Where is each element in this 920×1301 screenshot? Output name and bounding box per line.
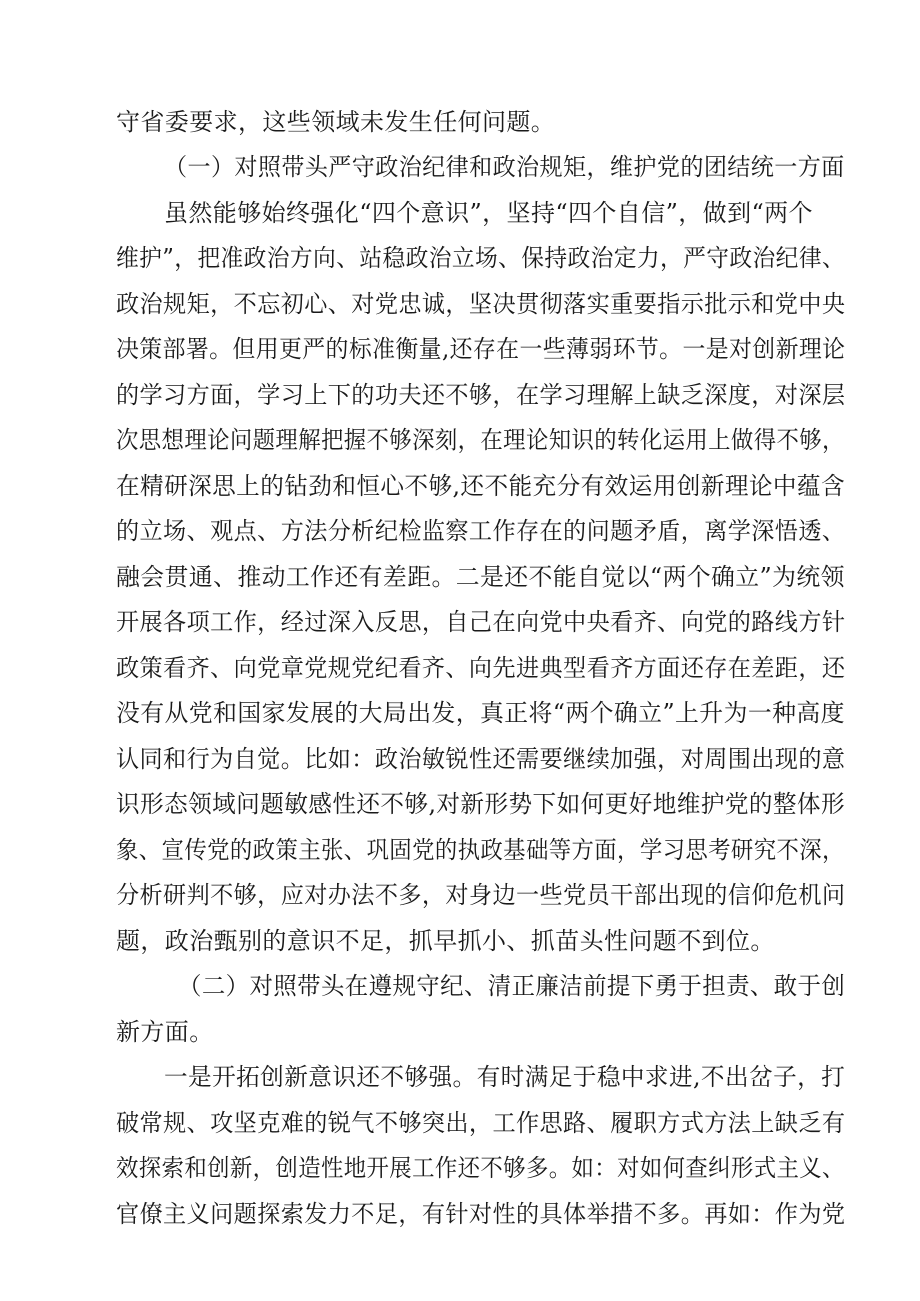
- section-heading-1: （一）对照带头严守政治纪律和政治规矩，维护党的团结统一方面: [164, 153, 845, 181]
- body-text-line: 次思想理论问题理解把握不够深刻，在理论知识的转化运用上做得不够，: [116, 426, 845, 454]
- section-heading-2-continued: 新方面。: [116, 1018, 214, 1046]
- body-text-line: 政策看齐、向党章党规党纪看齐、向先进典型看齐方面还存在差距，还: [116, 654, 846, 682]
- body-text-line: 一是开拓创新意识还不够强。有时满足于稳中求进,不出岔子，打: [164, 1063, 846, 1091]
- body-text-line: 政治规矩，不忘初心、对党忠诚，坚决贯彻落实重要指示批示和党中央: [116, 290, 846, 318]
- body-text-line: 维护”，把准政治方向、站稳政治立场、保持政治定力，严守政治纪律、: [116, 244, 846, 272]
- body-text-line: 的立场、观点、方法分析纪检监察工作存在的问题矛盾，离学深悟透、: [116, 517, 846, 545]
- body-text-line: 官僚主义问题探索发力不足，有针对性的具体举措不多。再如：作为党: [116, 1200, 846, 1228]
- body-text-line: 没有从党和国家发展的大局出发，真正将“两个确立”上升为一种高度: [116, 699, 845, 727]
- section-heading-2: （二）对照带头在遵规守纪、清正廉洁前提下勇于担责、敢于创: [178, 972, 846, 1000]
- body-text-line: 决策部署。但用更严的标准衡量,还存在一些薄弱环节。一是对创新理论: [116, 335, 846, 363]
- body-text-line: 象、宣传党的政策主张、巩固党的执政基础等方面，学习思考研究不深，: [116, 836, 845, 864]
- body-text-line: 分析研判不够，应对办法不多，对身边一些党员干部出现的信仰危机问: [116, 881, 846, 909]
- body-text-line: 的学习方面，学习上下的功夫还不够，在学习理解上缺乏深度，对深层: [116, 381, 846, 409]
- body-text-line: 在精研深思上的钻劲和恒心不够,还不能充分有效运用创新理论中蕴含: [116, 472, 846, 500]
- body-text-line: 破常规、攻坚克难的锐气不够突出，工作思路、履职方式方法上缺乏有: [116, 1109, 846, 1137]
- body-text-line: 开展各项工作，经过深入反思，自己在向党中央看齐、向党的路线方针: [116, 608, 846, 636]
- body-text-line: 融会贯通、推动工作还有差距。二是还不能自觉以“两个确立”为统领: [116, 563, 845, 591]
- body-text-line: 虽然能够始终强化“四个意识”，坚持“四个自信”，做到“两个: [164, 199, 813, 227]
- body-text-line: 认同和行为自觉。比如：政治敏锐性还需要继续加强，对周围出现的意: [116, 745, 846, 773]
- body-text-line: 守省委要求，这些领域未发生任何问题。: [116, 108, 556, 136]
- body-text-line: 识形态领域问题敏感性还不够,对新形势下如何更好地维护党的整体形: [116, 790, 846, 818]
- body-text-line: 效探索和创新，创造性地开展工作还不够多。如：对如何查纠形式主义、: [116, 1154, 845, 1182]
- body-text-line: 题，政治甄别的意识不足，抓早抓小、抓苗头性问题不到位。: [116, 927, 775, 955]
